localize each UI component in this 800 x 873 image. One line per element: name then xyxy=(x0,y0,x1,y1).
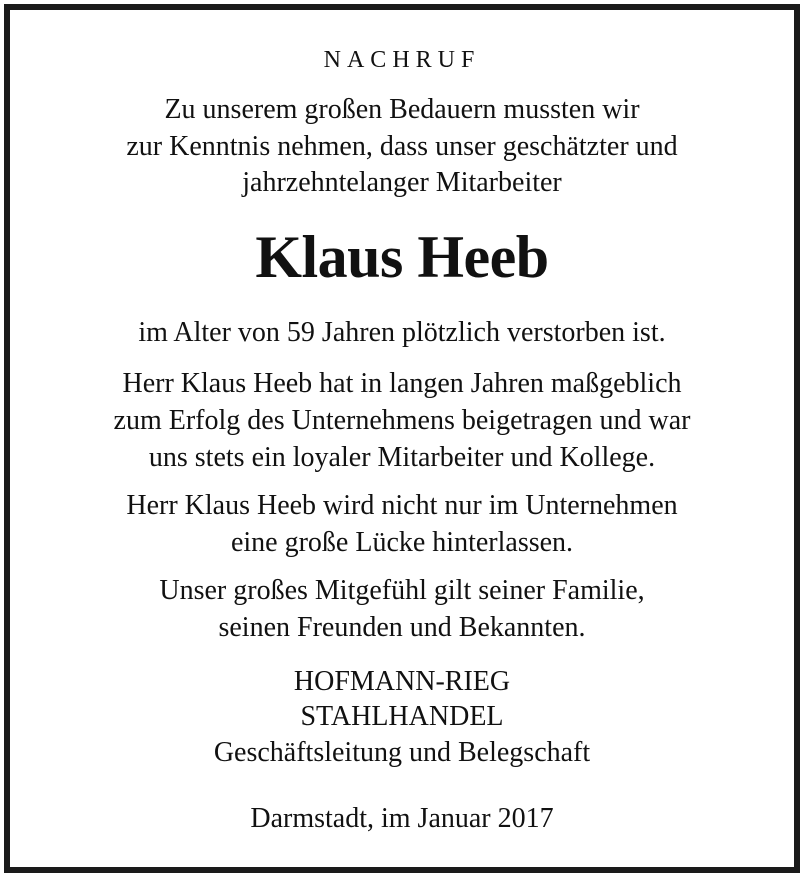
obituary-heading: NACHRUF xyxy=(323,47,481,73)
signature-company-2: STAHLHANDEL xyxy=(300,701,504,732)
obituary-content xyxy=(10,10,794,867)
paragraph2-line-2: eine große Lücke hinterlassen. xyxy=(230,527,574,558)
obituary-frame xyxy=(4,4,800,873)
signature-company-1: HOFMANN-RIEG xyxy=(293,666,511,697)
paragraph1-line-1: Herr Klaus Heeb hat in langen Jahren maßgeblich xyxy=(122,368,682,399)
paragraph1-line-2: zum Erfolg des Unternehmens beigetragen und war xyxy=(113,405,691,436)
age-line: im Alter von 59 Jahren plötzlich verstorben ist. xyxy=(138,317,666,348)
intro-line-2: zur Kenntnis nehmen, dass unser geschätzter und xyxy=(126,131,678,162)
paragraph1-line-3: uns stets ein loyaler Mitarbeiter und Kollege. xyxy=(148,442,656,473)
signature-team: Geschäftsleitung und Belegschaft xyxy=(213,737,591,768)
place-date: Darmstadt, im Januar 2017 xyxy=(250,803,554,834)
paragraph2-line-1: Herr Klaus Heeb wird nicht nur im Unternehmen xyxy=(126,490,678,521)
intro-line-1: Zu unserem großen Bedauern mussten wir xyxy=(164,94,640,125)
paragraph3-line-2: seinen Freunden und Bekannten. xyxy=(218,612,586,643)
paragraph3-line-1: Unser großes Mitgefühl gilt seiner Familie, xyxy=(159,575,645,606)
intro-line-3: jahrzehntelanger Mitarbeiter xyxy=(242,167,562,198)
deceased-name: Klaus Heeb xyxy=(255,224,549,290)
